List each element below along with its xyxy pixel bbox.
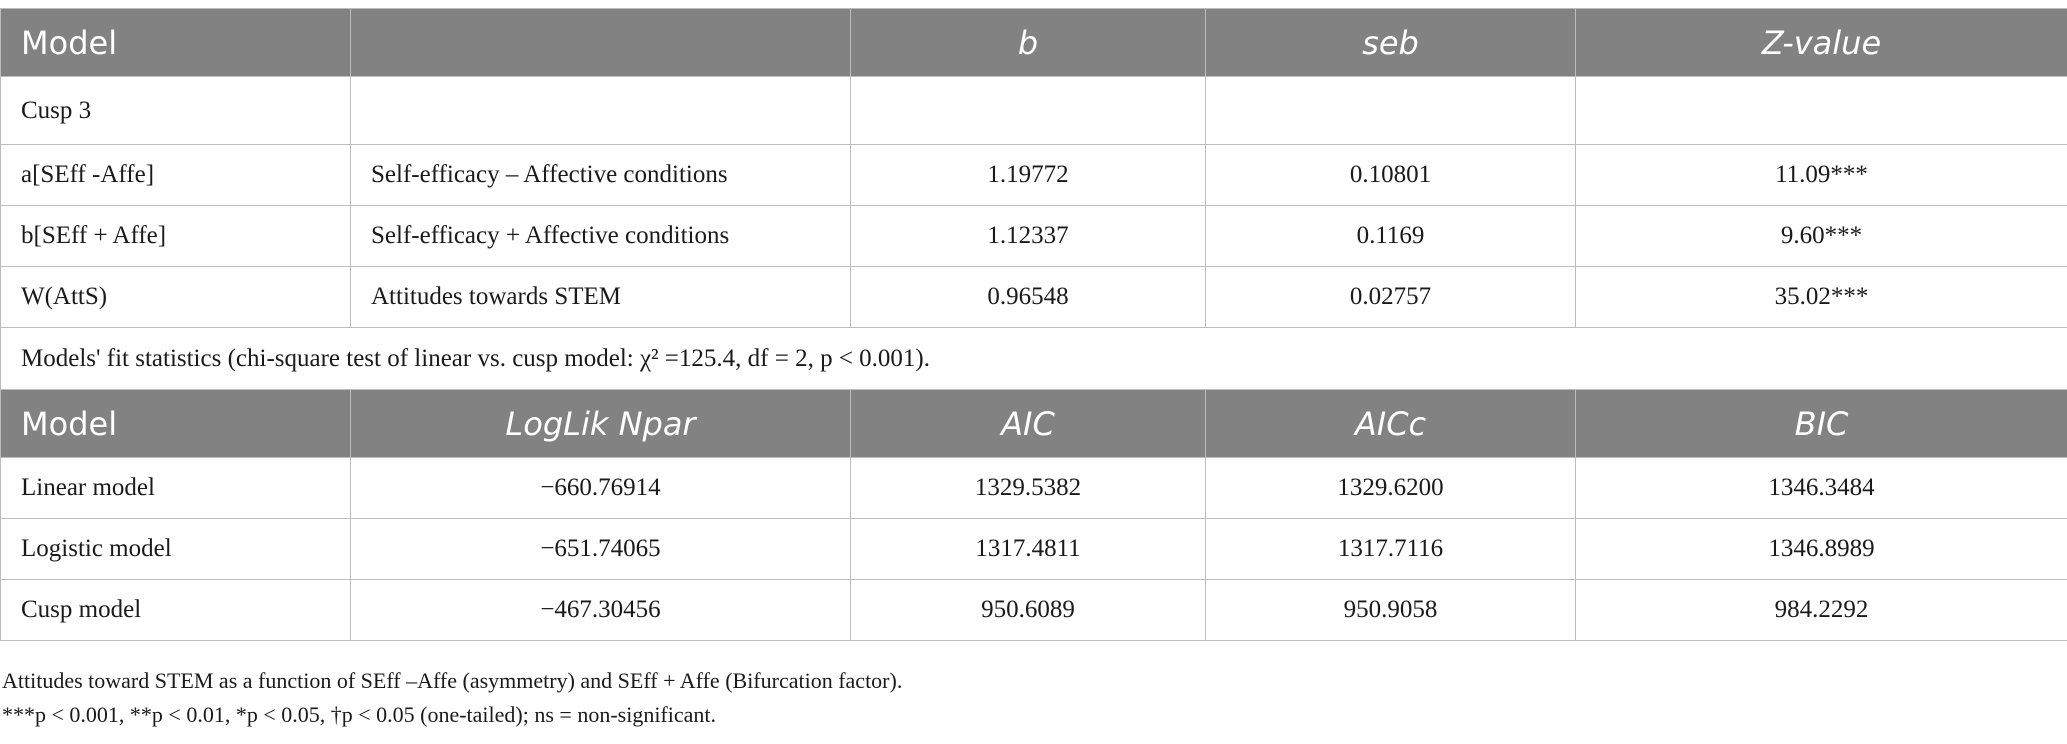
- header-z-value: [1576, 9, 2067, 77]
- cell-model: Logistic model: [1, 519, 351, 580]
- cell-seb: 0.10801: [1206, 145, 1576, 206]
- cell-z: 35.02***: [1576, 267, 2067, 328]
- table-row: [1, 458, 2067, 519]
- cell-bic: 1346.3484: [1576, 458, 2067, 519]
- table-row: [1, 519, 2067, 580]
- cell-seb: 0.02757: [1206, 267, 1576, 328]
- cell-model: a[SEff -Affe]: [1, 145, 351, 206]
- cell-description: Self-efficacy + Affective conditions: [351, 206, 851, 267]
- fit-note-row: [1, 328, 2067, 390]
- cell-aic: 1317.4811: [851, 519, 1206, 580]
- footnote-description: Attitudes toward STEM as a function of SEff –Affe (asymmetry) and SEff + Affe (Bifurcation factor).: [2, 668, 903, 693]
- cell-b: 1.12337: [851, 206, 1206, 267]
- cell-bic: 1346.8989: [1576, 519, 2067, 580]
- section-label: Cusp 3: [1, 77, 351, 145]
- header-model-2: Model: [1, 390, 351, 458]
- table-row: [1, 267, 2067, 328]
- header-aicc: AICc: [1206, 390, 1576, 458]
- header-b: b: [851, 9, 1206, 77]
- cell-loglik: −467.30456: [351, 580, 851, 641]
- cell-aic: 950.6089: [851, 580, 1206, 641]
- header-z-value-text: Z-value: [1761, 23, 1882, 62]
- cell-model: b[SEff + Affe]: [1, 206, 351, 267]
- footnote-significance: ***p < 0.001, **p < 0.01, *p < 0.05, †p < 0.05 (one-tailed); ns = non-significant.: [2, 702, 717, 727]
- cell-model: Linear model: [1, 458, 351, 519]
- empty-cell: [851, 77, 1206, 145]
- results-table: [0, 8, 2067, 641]
- table-row: [1, 580, 2067, 641]
- cell-description: Self-efficacy – Affective conditions: [351, 145, 851, 206]
- table-header-row: [1, 9, 2067, 77]
- table-row: [1, 145, 2067, 206]
- header-bic: BIC: [1576, 390, 2067, 458]
- fit-note: Models' fit statistics (chi-square test of linear vs. cusp model: χ² =125.4, df = 2, p < 0.001).: [1, 328, 2067, 390]
- cell-aicc: 1329.6200: [1206, 458, 1576, 519]
- empty-cell: [351, 77, 851, 145]
- cell-bic: 984.2292: [1576, 580, 2067, 641]
- header-description: [351, 9, 851, 77]
- table-row: [1, 206, 2067, 267]
- cell-description: Attitudes towards STEM: [351, 267, 851, 328]
- table-header-row-2: [1, 390, 2067, 458]
- cell-z: 11.09***: [1576, 145, 2067, 206]
- header-model: Model: [1, 9, 351, 77]
- cell-model: W(AttS): [1, 267, 351, 328]
- cell-loglik: −660.76914: [351, 458, 851, 519]
- header-aic: AIC: [851, 390, 1206, 458]
- empty-cell: [1576, 77, 2067, 145]
- header-loglik-npar: LogLik Npar: [351, 390, 851, 458]
- cell-aicc: 950.9058: [1206, 580, 1576, 641]
- cell-aicc: 1317.7116: [1206, 519, 1576, 580]
- cell-b: 1.19772: [851, 145, 1206, 206]
- table-footnotes: [2, 664, 902, 732]
- section-row: [1, 77, 2067, 145]
- cell-seb: 0.1169: [1206, 206, 1576, 267]
- header-seb: seb: [1206, 9, 1576, 77]
- cell-model: Cusp model: [1, 580, 351, 641]
- cell-loglik: −651.74065: [351, 519, 851, 580]
- cell-aic: 1329.5382: [851, 458, 1206, 519]
- cell-z: 9.60***: [1576, 206, 2067, 267]
- empty-cell: [1206, 77, 1576, 145]
- cell-b: 0.96548: [851, 267, 1206, 328]
